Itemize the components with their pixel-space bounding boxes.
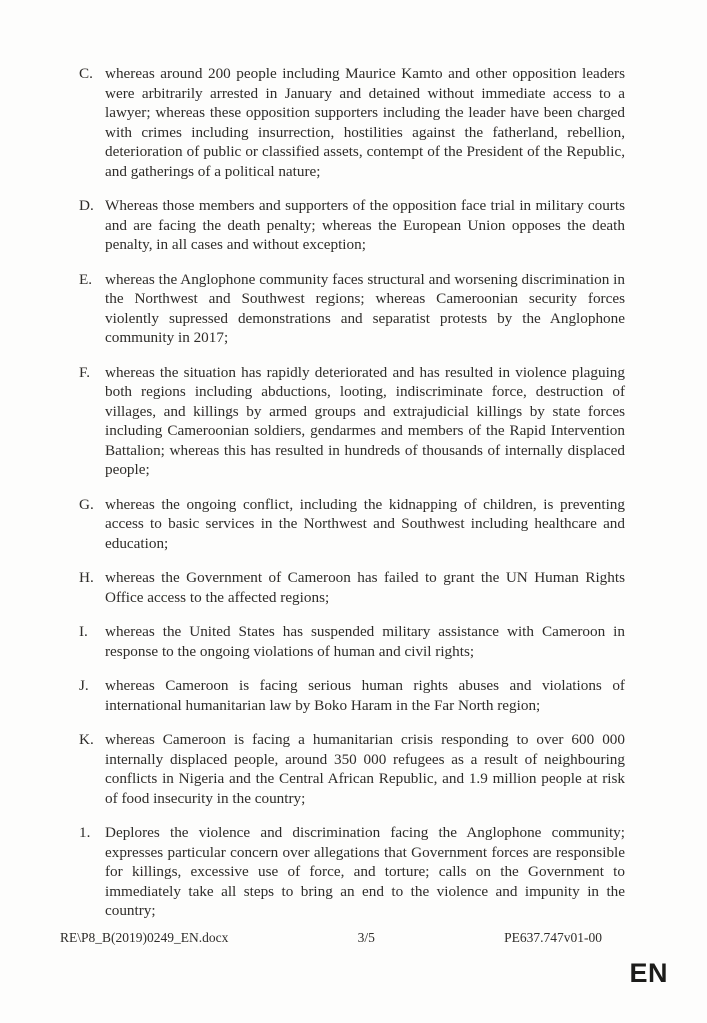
paragraph-label: K. [79,731,94,748]
paragraph-text: whereas Cameroon is facing serious human rights abuses and violations of international humanitarian law by Boko Haram in the Far North region; [105,677,625,714]
paragraph-text: whereas around 200 people including Maurice Kamto and other opposition leaders were arbitrarily arrested in January and detained without immediate access to a lawyer; whereas these opposition supporters including the leader have been charged with crimes including insurrection, hostilities against the fatherland, rebellion, deterioration of public or classified assets, contempt of the President of the Republic, and gatherings of a political nature; [105,65,625,180]
page-footer [60,929,602,946]
operative-paragraph-1 [79,823,625,921]
document-body [79,64,625,936]
recital-i [79,622,625,661]
recital-e [79,270,625,348]
recital-h [79,568,625,607]
footer-document-code: PE637.747v01-00 [504,930,602,945]
recital-j [79,676,625,715]
recital-k [79,730,625,808]
recital-f [79,363,625,480]
footer-file-reference: RE\P8_B(2019)0249_EN.docx [60,930,229,945]
paragraph-text: whereas the situation has rapidly deteriorated and has resulted in violence plaguing both regions including abductions, looting, indiscriminate force, destruction of villages, and killings by armed groups and extrajudicial killings by state forces including Cameroonian soldiers, gendarmes and members of the Rapid Intervention Battalion; whereas this has resulted in hundreds of thousands of internally displaced people; [105,363,625,478]
paragraph-label: J. [79,677,89,694]
paragraph-text: whereas the Government of Cameroon has failed to grant the UN Human Rights Office access to the affected regions; [105,569,625,606]
paragraph-text: whereas Cameroon is facing a humanitarian crisis responding to over 600 000 internally displaced people, around 350 000 refugees as a result of neighbouring conflicts in Nigeria and the Central African Republic, and 1.9 million people at risk of food insecurity in the country; [105,731,625,807]
paragraph-text: Deplores the violence and discrimination facing the Anglophone community; expresses particular concern over allegations that Government forces are responsible for killings, excessive use of force, and torture; calls on the Government to immediately take all steps to bring an end to the violence and impunity in the country; [105,824,625,919]
recital-d [79,196,625,255]
paragraph-label: F. [79,363,91,381]
paragraph-label: I. [79,623,88,640]
paragraph-text: Whereas those members and supporters of the opposition face trial in military courts and are facing the death penalty; whereas the European Union opposes the death penalty, in all cases and without exception; [105,197,625,253]
paragraph-label: 1. [79,824,91,841]
recital-c [79,64,625,181]
language-code-badge: EN [629,958,668,988]
paragraph-label: D. [79,197,94,214]
footer-page-number: 3/5 [357,930,375,945]
paragraph-label: H. [79,569,94,586]
recital-g [79,495,625,554]
paragraph-text: whereas the United States has suspended military assistance with Cameroon in response to the ongoing violations of human and civil rights; [105,623,625,660]
paragraph-text: whereas the Anglophone community faces structural and worsening discrimination in the Northwest and Southwest regions; whereas Cameroonian security forces violently supressed demonstrations and separatist protests by the Anglophone community in 2017; [105,270,625,346]
paragraph-label: E. [79,270,93,288]
paragraph-text: whereas the ongoing conflict, including the kidnapping of children, is preventing access to basic services in the Northwest and Southwest including healthcare and education; [105,495,625,552]
paragraph-label: G. [79,495,94,513]
paragraph-label: C. [79,65,93,82]
